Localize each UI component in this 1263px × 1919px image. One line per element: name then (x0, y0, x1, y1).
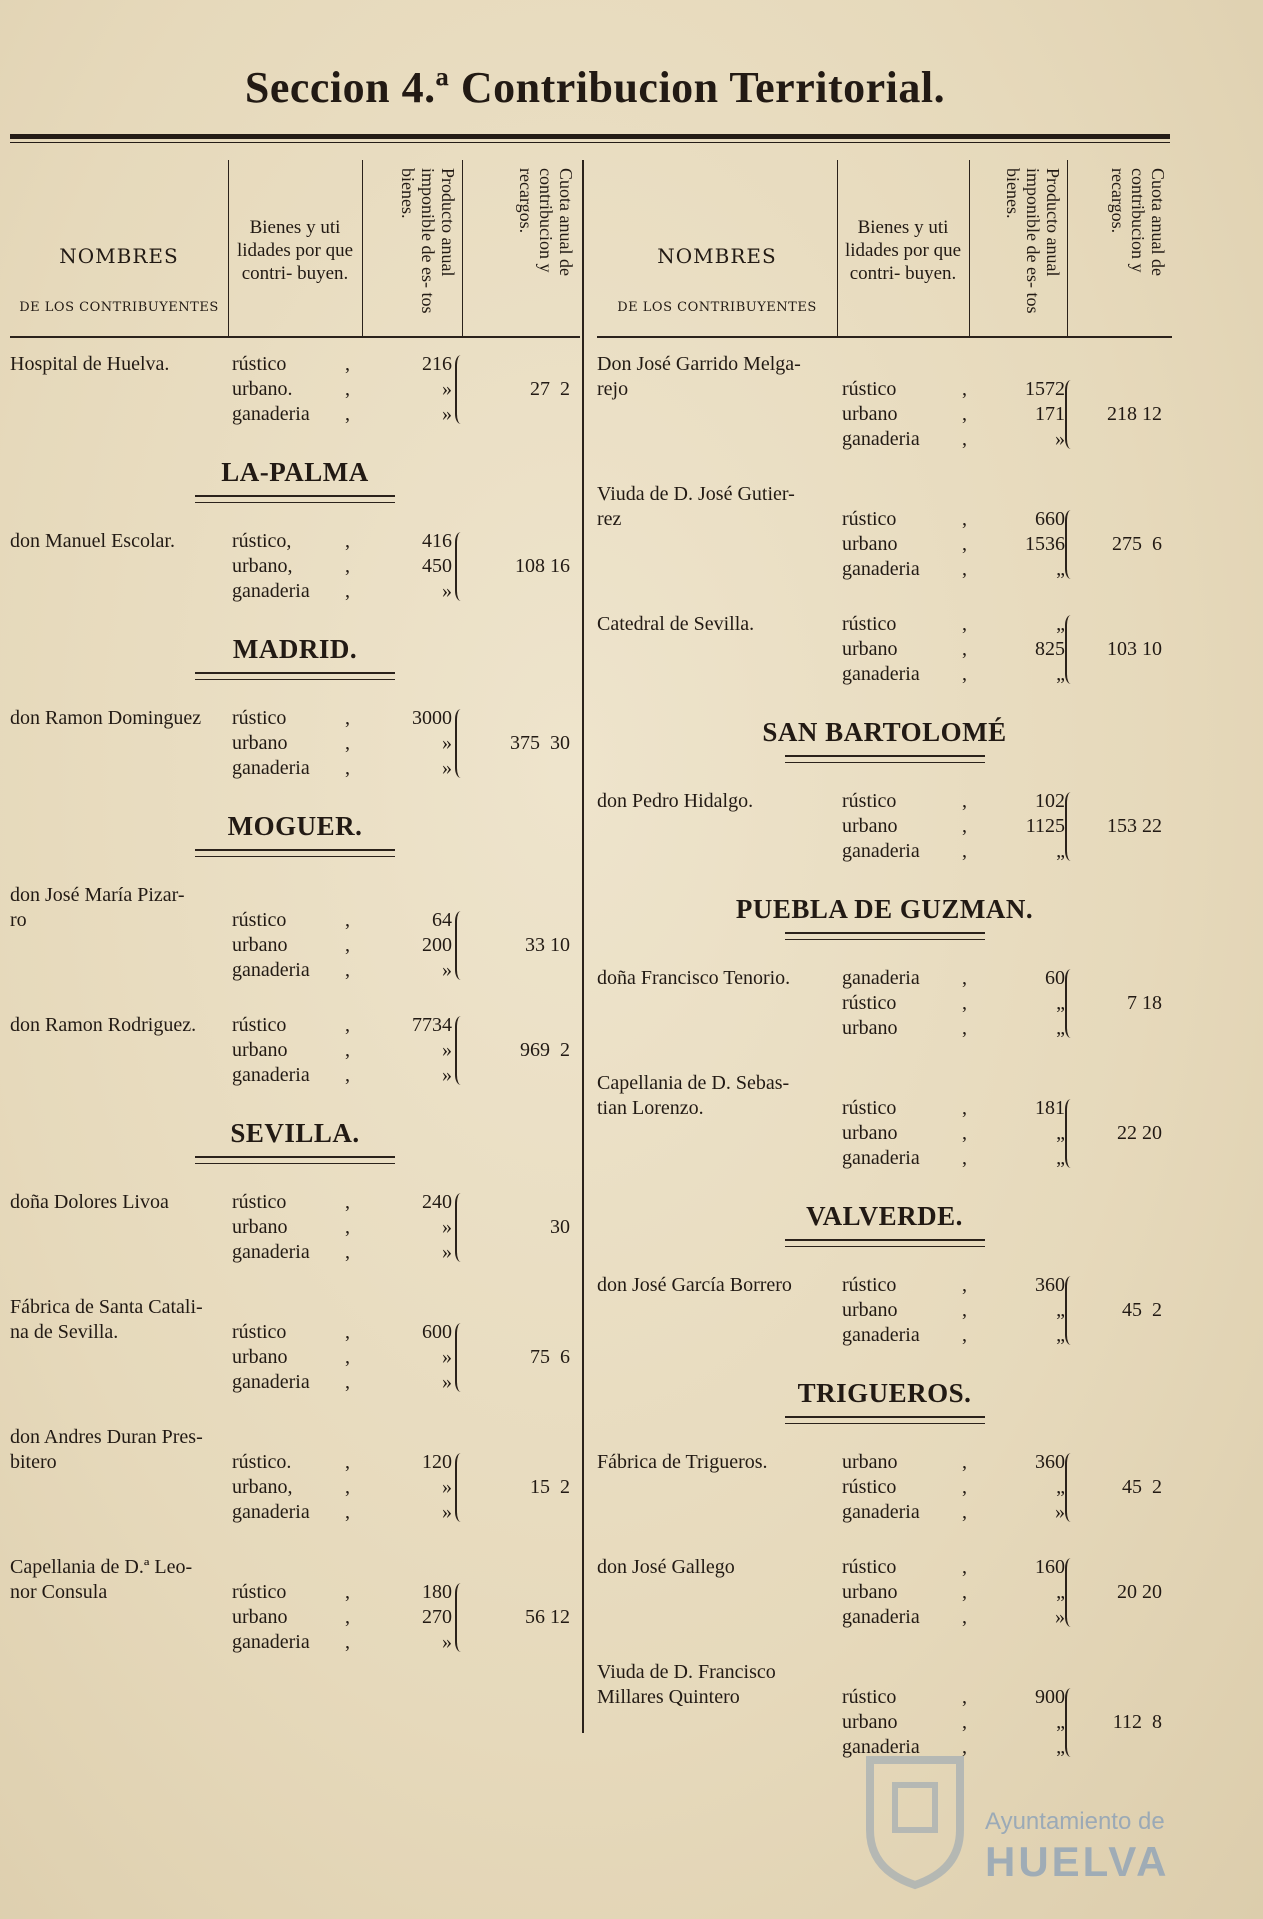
leader-mark: , (962, 1711, 967, 1733)
product-value: 181 (1035, 1097, 1065, 1119)
product-value: » (442, 1064, 452, 1086)
taxpayer-name-line: rejo (597, 378, 629, 400)
brace (455, 532, 467, 601)
leader-mark: , (962, 533, 967, 555)
taxpayer-name-line: nor Consula (10, 1581, 108, 1603)
product-value: „ (1056, 1581, 1065, 1603)
property-type: urbano (232, 732, 288, 754)
title-rule (10, 134, 1170, 139)
taxpayer-name (597, 1660, 837, 1710)
cuota-value: 153 22 (1107, 815, 1162, 837)
leader-mark: , (962, 1097, 967, 1119)
header-contribuyentes: DE LOS CONTRIBUYENTES (617, 300, 817, 315)
cuota-value: 45 2 (1122, 1299, 1162, 1321)
product-value: 180 (422, 1581, 452, 1603)
cuota-value: 30 (550, 1216, 570, 1238)
taxpayer-name-line: Capellania de D.ª Leo- (10, 1556, 193, 1578)
property-type: rústico (842, 1686, 897, 1708)
product-value: » (1055, 428, 1065, 450)
product-value: 416 (422, 530, 452, 552)
property-type: ganaderia (842, 840, 920, 862)
product-value: » (1055, 1606, 1065, 1628)
taxpayer-name (10, 1555, 225, 1605)
property-type: ganaderia (842, 428, 920, 450)
product-value: » (442, 757, 452, 779)
product-value: 900 (1035, 1686, 1065, 1708)
taxpayer-name-line: Viuda de D. Francisco (597, 1661, 776, 1683)
product-value: » (442, 1039, 452, 1061)
town-rule (195, 1156, 395, 1164)
property-type: ganaderia (842, 663, 920, 685)
product-value: 1572 (1025, 378, 1065, 400)
brace (1065, 615, 1077, 684)
property-type: urbano (842, 533, 898, 555)
taxpayer-name-line: Fábrica de Santa Catali- (10, 1296, 203, 1318)
property-type: urbano (232, 1039, 288, 1061)
leader-mark: , (345, 1039, 350, 1061)
leader-mark: , (962, 508, 967, 530)
taxpayer-name (597, 352, 837, 402)
leader-mark: , (345, 580, 350, 602)
product-value: » (442, 580, 452, 602)
leader-mark: , (345, 1501, 350, 1523)
brace (455, 911, 467, 980)
leader-mark: , (345, 1216, 350, 1238)
town-heading: LA-PALMA (221, 457, 369, 487)
product-value: » (442, 1371, 452, 1393)
property-type: ganaderia (232, 757, 310, 779)
property-type: ganaderia (232, 580, 310, 602)
cuota-value: 275 6 (1112, 533, 1162, 555)
leader-mark: , (345, 353, 350, 375)
product-value: 102 (1035, 790, 1065, 812)
leader-mark: , (345, 1451, 350, 1473)
left-column-header (10, 160, 580, 338)
right-column-header (597, 160, 1172, 338)
taxpayer-name-line: Millares Quintero (597, 1686, 740, 1708)
taxpayer-name-line: tian Lorenzo. (597, 1097, 704, 1119)
brace (1065, 1453, 1077, 1522)
taxpayer-name (10, 352, 225, 377)
product-value: 600 (422, 1321, 452, 1343)
header-bienes: Bienes y uti lidades por que contri- buyen. (844, 217, 962, 284)
leader-mark: , (962, 613, 967, 635)
property-type: rústico (232, 909, 287, 931)
leader-mark: , (962, 815, 967, 837)
product-value: » (1055, 1501, 1065, 1523)
property-type: rústico (232, 1014, 287, 1036)
product-value: » (442, 1631, 452, 1653)
product-value: „ (1056, 1476, 1065, 1498)
property-type: ganaderia (842, 1147, 920, 1169)
property-type: urbano. (232, 378, 293, 400)
property-type: rústico (842, 1274, 897, 1296)
cuota-value: 375 30 (510, 732, 570, 754)
brace (1065, 510, 1077, 579)
cuota-value: 75 6 (530, 1346, 570, 1368)
header-divider (969, 160, 970, 336)
product-value: » (442, 378, 452, 400)
taxpayer-name-line: doña Francisco Tenorio. (597, 967, 791, 989)
taxpayer-name-line: Hospital de Huelva. (10, 353, 170, 375)
watermark-line1: Ayuntamiento de (985, 1808, 1165, 1835)
brace (455, 1323, 467, 1392)
taxpayer-name-line: don José García Borrero (597, 1274, 792, 1296)
product-value: » (442, 1346, 452, 1368)
taxpayer-name-line: don Pedro Hidalgo. (597, 790, 754, 812)
cuota-value: 27 2 (530, 378, 570, 400)
leader-mark: , (962, 428, 967, 450)
product-value: 216 (422, 353, 452, 375)
leader-mark: , (962, 403, 967, 425)
header-divider (228, 160, 229, 336)
taxpayer-name (597, 482, 837, 532)
property-type: ganaderia (842, 1736, 920, 1758)
product-value: 270 (422, 1606, 452, 1628)
taxpayer-name-line: Fábrica de Trigueros. (597, 1451, 768, 1473)
town-heading: MOGUER. (227, 811, 363, 841)
product-value: 660 (1035, 508, 1065, 530)
leader-mark: , (962, 1017, 967, 1039)
leader-mark: , (962, 790, 967, 812)
product-value: 160 (1035, 1556, 1065, 1578)
leader-mark: , (962, 1501, 967, 1523)
property-type: ganaderia (842, 558, 920, 580)
property-type: rústico (842, 1556, 897, 1578)
property-type: rústico (232, 353, 287, 375)
taxpayer-name-line: don Ramon Rodriguez. (10, 1014, 197, 1036)
taxpayer-name-line: na de Sevilla. (10, 1321, 119, 1343)
cuota-value: 56 12 (525, 1606, 570, 1628)
left-column (10, 160, 580, 1653)
cuota-value: 20 20 (1117, 1581, 1162, 1603)
property-type: rústico (232, 1321, 287, 1343)
town-heading: TRIGUEROS. (797, 1378, 972, 1408)
leader-mark: , (962, 1736, 967, 1758)
taxpayer-name-line: rez (597, 508, 622, 530)
leader-mark: , (962, 1556, 967, 1578)
product-value: „ (1056, 992, 1065, 1014)
property-type: urbano, (232, 1476, 293, 1498)
taxpayer-name-line: Viuda de D. José Gutier- (597, 483, 795, 505)
property-type: urbano (842, 1581, 898, 1603)
property-type: rústico (842, 378, 897, 400)
brace (1065, 969, 1077, 1038)
leader-mark: , (962, 1686, 967, 1708)
cuota-value: 969 2 (520, 1039, 570, 1061)
leader-mark: , (345, 1014, 350, 1036)
leader-mark: , (345, 1606, 350, 1628)
product-value: „ (1056, 1711, 1065, 1733)
header-nombres: NOMBRES (657, 244, 777, 268)
leader-mark: , (345, 1321, 350, 1343)
leader-mark: , (345, 555, 350, 577)
town-rule (785, 1416, 985, 1424)
cuota-value: 7 18 (1127, 992, 1162, 1014)
leader-mark: , (345, 403, 350, 425)
header-nombres: NOMBRES (59, 244, 179, 268)
cuota-value: 112 8 (1112, 1711, 1162, 1733)
product-value: 360 (1035, 1274, 1065, 1296)
brace (455, 1016, 467, 1085)
property-type: ganaderia (842, 1501, 920, 1523)
taxpayer-name-line: Catedral de Sevilla. (597, 613, 755, 635)
product-value: 825 (1035, 638, 1065, 660)
town-rule (785, 755, 985, 763)
town-rule (195, 672, 395, 680)
product-value: „ (1056, 840, 1065, 862)
leader-mark: , (345, 732, 350, 754)
leader-mark: , (345, 1241, 350, 1263)
property-type: rústico (842, 508, 897, 530)
product-value: » (442, 1241, 452, 1263)
brace (1065, 1558, 1077, 1627)
taxpayer-name (10, 529, 225, 554)
property-type: urbano (842, 1711, 898, 1733)
town-rule (785, 1239, 985, 1247)
property-type: rústico, (232, 530, 292, 552)
town-rule (195, 495, 395, 503)
leader-mark: , (962, 1606, 967, 1628)
property-type: urbano (842, 1122, 898, 1144)
leader-mark: , (345, 1476, 350, 1498)
property-type: rústico (842, 992, 897, 1014)
product-value: „ (1056, 558, 1065, 580)
product-value: „ (1056, 1147, 1065, 1169)
header-divider (362, 160, 363, 336)
taxpayer-name-line: don Ramon Dominguez (10, 707, 202, 729)
product-value: » (442, 1476, 452, 1498)
brace (1065, 1276, 1077, 1345)
column-divider (582, 160, 584, 1733)
property-type: rústico. (232, 1451, 292, 1473)
leader-mark: , (345, 1191, 350, 1213)
brace (455, 1453, 467, 1522)
leader-mark: , (962, 1274, 967, 1296)
leader-mark: , (962, 558, 967, 580)
leader-mark: , (345, 959, 350, 981)
taxpayer-name (10, 1425, 225, 1475)
property-type: rústico (232, 707, 287, 729)
leader-mark: , (345, 1581, 350, 1603)
taxpayer-name-line: don José Gallego (597, 1556, 735, 1578)
leader-mark: , (962, 1122, 967, 1144)
taxpayer-name (10, 883, 225, 933)
taxpayer-name (10, 706, 225, 731)
taxpayer-name (597, 789, 837, 814)
property-type: ganaderia (842, 967, 920, 989)
product-value: » (442, 959, 452, 981)
product-value: „ (1056, 1122, 1065, 1144)
leader-mark: , (345, 530, 350, 552)
town-rule (785, 932, 985, 940)
product-value: 64 (432, 909, 452, 931)
product-value: 240 (422, 1191, 452, 1213)
leader-mark: , (962, 1147, 967, 1169)
property-type: urbano (232, 1606, 288, 1628)
taxpayer-name-line: Capellania de D. Sebas- (597, 1072, 790, 1094)
taxpayer-name-line: don José María Pizar- (10, 884, 185, 906)
taxpayer-name-line: doña Dolores Livoa (10, 1191, 169, 1213)
product-value: 1125 (1025, 815, 1065, 837)
brace (455, 709, 467, 778)
product-value: 360 (1035, 1451, 1065, 1473)
property-type: urbano (842, 1451, 898, 1473)
leader-mark: , (962, 1324, 967, 1346)
leader-mark: , (345, 707, 350, 729)
product-value: » (442, 732, 452, 754)
property-type: rústico (232, 1191, 287, 1213)
brace (455, 1583, 467, 1652)
product-value: 120 (422, 1451, 452, 1473)
taxpayer-name (10, 1295, 225, 1345)
leader-mark: , (962, 638, 967, 660)
product-value: 171 (1035, 403, 1065, 425)
leader-mark: , (345, 909, 350, 931)
town-rule (195, 849, 395, 857)
product-value: „ (1056, 1299, 1065, 1321)
property-type: urbano (232, 1346, 288, 1368)
header-producto: Producto anual imponible de es- tos bienes. (1003, 168, 1063, 314)
property-type: urbano, (232, 555, 293, 577)
product-value: 3000 (412, 707, 452, 729)
leader-mark: , (962, 992, 967, 1014)
property-type: rústico (842, 613, 897, 635)
leader-mark: , (962, 1581, 967, 1603)
brace (455, 1193, 467, 1262)
leader-mark: , (962, 1476, 967, 1498)
product-value: „ (1056, 1324, 1065, 1346)
watermark-line2: HUELVA (985, 1838, 1170, 1885)
town-heading: SEVILLA. (230, 1118, 360, 1148)
cuota-value: 33 10 (525, 934, 570, 956)
product-value: 450 (422, 555, 452, 577)
town-heading: MADRID. (232, 634, 358, 664)
cuota-value: 108 16 (515, 555, 570, 577)
property-type: ganaderia (232, 403, 310, 425)
leader-mark: , (345, 1346, 350, 1368)
leader-mark: , (962, 663, 967, 685)
product-value: » (442, 1216, 452, 1238)
taxpayer-name (10, 1190, 225, 1215)
header-cuota: Cuota anual de contribucion y recargos. (516, 168, 576, 276)
product-value: 200 (422, 934, 452, 956)
leader-mark: , (962, 967, 967, 989)
brace (1065, 380, 1077, 449)
product-value: „ (1056, 613, 1065, 635)
property-type: urbano (842, 1299, 898, 1321)
property-type: ganaderia (232, 959, 310, 981)
product-value: 7734 (412, 1014, 452, 1036)
taxpayer-name (10, 1013, 225, 1038)
taxpayer-name (597, 1555, 837, 1580)
cuota-value: 103 10 (1107, 638, 1162, 660)
header-producto: Producto anual imponible de es- tos bienes. (398, 168, 458, 314)
property-type: urbano (232, 1216, 288, 1238)
property-type: urbano (842, 638, 898, 660)
brace (1065, 1688, 1077, 1757)
brace (455, 355, 467, 424)
cuota-value: 22 20 (1117, 1122, 1162, 1144)
leader-mark: , (345, 378, 350, 400)
product-value: 60 (1045, 967, 1065, 989)
taxpayer-name-line: don Manuel Escolar. (10, 530, 175, 552)
product-value: » (442, 1501, 452, 1523)
page-title: Seccion 4.ª Contribucion Territorial. (244, 63, 946, 112)
product-value: „ (1056, 1017, 1065, 1039)
property-type: ganaderia (232, 1501, 310, 1523)
header-divider (837, 160, 838, 336)
cuota-value: 45 2 (1122, 1476, 1162, 1498)
taxpayer-name-line: don Andres Duran Pres- (10, 1426, 203, 1448)
property-type: urbano (842, 815, 898, 837)
leader-mark: , (345, 1631, 350, 1653)
brace (1065, 792, 1077, 861)
header-cuota: Cuota anual de contribucion y recargos. (1108, 168, 1168, 276)
leader-mark: , (345, 934, 350, 956)
taxpayer-name-line: Don José Garrido Melga- (597, 353, 801, 375)
product-value: 1536 (1025, 533, 1065, 555)
cuota-value: 15 2 (530, 1476, 570, 1498)
taxpayer-name (597, 1450, 837, 1475)
title-rule-thin (10, 142, 1170, 143)
leader-mark: , (345, 1371, 350, 1393)
leader-mark: , (962, 378, 967, 400)
property-type: urbano (842, 403, 898, 425)
property-type: rústico (842, 1476, 897, 1498)
taxpayer-name (597, 612, 837, 637)
town-heading: SAN BARTOLOMÉ (762, 717, 1007, 747)
taxpayer-name (597, 966, 837, 991)
product-value: » (442, 403, 452, 425)
property-type: rústico (842, 1097, 897, 1119)
property-type: ganaderia (232, 1371, 310, 1393)
brace (1065, 1099, 1077, 1168)
leader-mark: , (345, 757, 350, 779)
property-type: urbano (842, 1017, 898, 1039)
taxpayer-name (597, 1273, 837, 1298)
property-type: ganaderia (232, 1064, 310, 1086)
leader-mark: , (962, 840, 967, 862)
right-column (597, 160, 1172, 1758)
cuota-value: 218 12 (1107, 403, 1162, 425)
taxpayer-name-line: bitero (10, 1451, 57, 1473)
taxpayer-name (597, 1071, 837, 1121)
header-divider (1067, 160, 1068, 336)
leader-mark: , (962, 1299, 967, 1321)
property-type: urbano (232, 934, 288, 956)
header-contribuyentes: DE LOS CONTRIBUYENTES (19, 300, 219, 315)
town-heading: VALVERDE. (806, 1201, 963, 1231)
property-type: ganaderia (842, 1324, 920, 1346)
taxpayer-name-line: ro (10, 909, 27, 931)
product-value: „ (1056, 663, 1065, 685)
header-divider (462, 160, 463, 336)
property-type: ganaderia (842, 1606, 920, 1628)
property-type: ganaderia (232, 1241, 310, 1263)
property-type: ganaderia (232, 1631, 310, 1653)
product-value: „ (1056, 1736, 1065, 1758)
property-type: rústico (232, 1581, 287, 1603)
town-heading: PUEBLA DE GUZMAN. (735, 894, 1034, 924)
property-type: rústico (842, 790, 897, 812)
leader-mark: , (962, 1451, 967, 1473)
header-bienes: Bienes y uti lidades por que contri- buyen. (236, 217, 354, 284)
leader-mark: , (345, 1064, 350, 1086)
